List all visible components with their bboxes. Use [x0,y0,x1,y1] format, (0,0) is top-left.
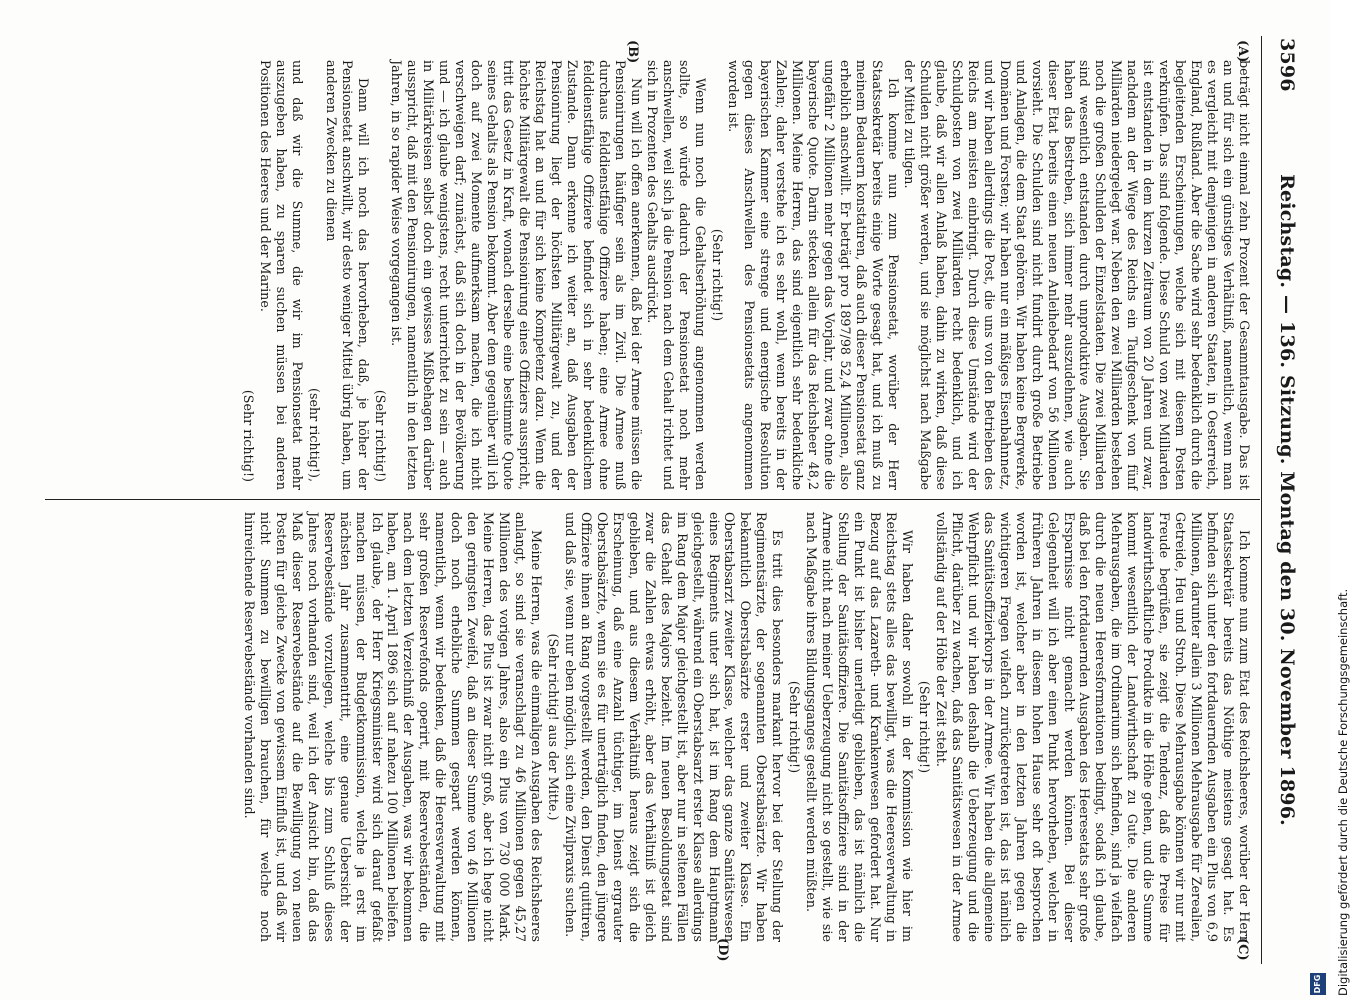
paragraph: Ich komme nun zum Etat des Reichsheeres, worüber der Herr Staatssekretär bereits das Nöthige meistens gesagt hat. Es befinden sich unter den fortdauernden Ausgaben ein Plus von 6,9 Millionen, darunter allein 3 Millionen Mehrausgabe für Zerealien, Getreide, Heu und Stroh. Diese Mehrausgabe können wir nur mit Freude begrüßen, sie zeigt die Tendenz, daß die Preise für landwirthschaftliche Produkte in die Höhe gehen, und die Summe kommt wesentlich der Landwirthschaft zu Gute. Die anderen Mehrausgaben, die im Ordinarium sich befinden, sind ja vielfach durch die neuen Heeresformationen bedingt, sodaß ich glaube, daß bei den fortdauernden Ausgaben des Heeresetats sehr große Ersparnisse nicht gemacht werden können. Bei dieser Gelegenheit will ich aber einen Punkt hervorheben, welcher in früheren Jahren in diesem hohen Hause sehr oft besprochen worden ist, welcher aber in den letzten Jahren gegen die wichtigeren Fragen vielfach zurückgetreten ist, das ist nämlich das Sanitätsoffizierkorps in der Armee. Wir haben die allgemeine Wehrpflicht und wir haben deshalb die Ueberzeugung und die Pflicht, darüber zu wachen, daß das Sanitätswesen in der Armee vollständig auf der Höhe der Zeit steht. [933,512,1252,942]
margin-marker-a: (A) [1235,40,1250,63]
margin-marker-b: (B) [625,40,640,64]
page-number: 3596 [1276,38,1298,92]
paragraph: und daß wir die Summe, die wir im Pensionsetat mehr auszugeben haben, zu sparen suchen müssen bei anderen Positionen des Heeres und der Marine. [257,60,305,490]
interjection: (Sehr richtig! aus der Mitte.) [546,633,562,821]
paragraph: Es tritt dies besonders markant hervor bei der Stellung der Regimentsärzte, der sogenannten Oberstabsärzte. Wir haben bekanntlich Oberstabsärzte erster und zweiter Klasse. Ein Oberstabsarzt zweiter Klasse, welcher das ganze Sanitätswesen eines Regiments unter sich hat, ist im Rang dem Hauptmann gleichgestellt, während ein Oberstabsarzt erster Klasse allerdings im Rang dem Major gleichgestellt ist, aber nur in seltenen Fällen das Gehalt des Majors bezieht. Im neuen Besoldungsetat sind zwar die Zahlen etwas erhöht, aber das Verhältniß ist gleich geblieben, und aus diesem Verhältniß heraus zeigt sich die Erscheinung, daß eine Anzahl tüchtiger, im Dienst ergrauter Oberstabsärzte, wenn sie es für unerträglich finden, den jüngere Offiziere ihnen an Rang vorgestellt werden, den Dienst quittiren, und daß sie, wenn nur eben möglich, sich eine Zivilpraxis suchen. [562,512,786,942]
interjection: (sehr richtig!), [306,388,322,482]
paragraph: beträgt nicht einmal zehn Prozent der Gesammtausgabe. Das ist an und für sich ein günstiges Verhältniß, namentlich, wenn man es vergleicht mit demjenigen in anderen Staaten, in Oesterreich, England, Rußland. Aber die Sache wird sehr bedenklich durch die begleitenden Erscheinungen, welche sich mit diesem Posten verknüpfen. Das sind folgende. Diese Schuld von zwei Milliarden ist entstanden in dem kurzen Zeitraum von 20 Jahren und zwar, nachdem an der Wiege des Reichs ein Taufgeschenk von fünf Milliarden niedergelegt war. Neben den zwei Milliarden bestehen noch die großen Schulden der Einzelstaaten. Die zwei Milliarden sind wesentlich entstanden durch unproduktive Ausgaben. Sie haben das Bestreben, sich immer mehr auszudehnen, wie auch dieser Etat bereits einen neuen Anleihebedarf von 56 Millionen vorsieht. Die Schulden sind nicht fundirt durch große Betriebe und Anlagen, die dem Staat gehören. Wir haben keine Bergwerke, Domänen und Forsten; wir haben nur ein mäßiges Eisenbahnnetz, und wir haben allerdings die Post, die uns von den Betrieben des Reichs am meisten einbringt. Durch diese Umstände wird der Schuldposten von zwei Milliarden recht bedenklich, und ich glaube, daß wir allen Anlaß haben, dahin zu wirken, daß diese Schulden nicht größer werden, und sie möglichst nach Maßgabe der Mittel zu tilgen. [901,60,1252,490]
paragraph: Nun will ich offen anerkennen, daß bei der Armee müssen die Pensionirungen häufiger sein als im Zivil. Die Armee muß durchaus felddienstfähige Offiziere haben; eine Armee ohne felddienstfähige Offiziere befindet sich in sehr bedenklichem Zustande. Dann erkenne ich weiter an, daß Ausgaben der Pensionirung liegt der höchsten Militärgewalt zu, und der Reichstag hat an und für sich keine Kompetenz dazu. Wenn die höchste Militärgewalt die Pensionirung eines Offiziers ausspricht, tritt das Gesetz in Kraft, wonach derselbe eine bestimmte Quote seines Gehalts als Pension bekommt. Aber dem gegenüber will ich doch auf zwei Momente aufmerksam machen, die ich nicht verschweigen darf; zunächst, daß sich doch in der Bevölkerung und — ich glaube wenigstens, recht unterrichtet zu sein — auch in Militärkreisen selbst doch ein gewisses Mißbehagen darüber ausspricht, daß mit den Pensionirungen, namentlich in den letzten Jahren, in so rapider Weise vorgegangen ist. [389,60,644,490]
paragraph: Dann will ich noch das hervorheben, daß, je höher der Pensionsetat anschwillt, wir desto weniger Mittel übrig haben, um anderen Zwecken zu dienen [323,60,371,490]
interjection: (Sehr richtig!) [372,389,388,482]
dfg-logo: DFG [1310,973,1326,995]
interjection: (Sehr richtig!) [240,389,256,482]
paragraph: Meine Herren, was die einmaligen Ausgaben des Reichsheeres anlangt, so sind sie veranschlagt zu 46 Millionen gegen 45,27 Millionen des vorigen Jahres, also ein Plus von 730 000 Mark. Meine Herren, das Plus ist zwar nicht groß, aber ich hege nicht den geringsten Zweifel, daß an dieser Summe von 46 Millionen doch noch erhebliche Summen gespart werden können, namentlich, wenn wir bedenken, daß die Heeresverwaltung mit sehr großen Reservefonds operirt, mit Reservebeständen, die nach dem letzten Verzeichniß der Ausgaben, was wir bekommen haben, am 1. April 1896 sich auf nahezu 100 Millionen beliefen. Ich glaube, der Herr Kriegsminister wird sich darauf gefaßt machen müssen, der Budgetkommission, welche ja erst im nächsten Jahr zusammentritt, eine genaue Uebersicht der Reservebestände vorzulegen, welche bis zum Schluß dieses Jahres noch vorhanden sind, weil ich der Ansicht bin, daß das Maß dieser Reservebestände auf die Bewilligung von neuen Posten für gleiche Zwecke von gewissem Einfluß ist, und daß wir nicht Summen zu bewilligen brauchen, für welche noch hinreichende Reservebestände vorhanden sind. [241,512,545,942]
interjection: (Sehr richtig!) [709,228,725,322]
paragraph: Wir haben daher sowohl in der Kommission wie hier im Reichstag stets alles das bewilligt, was die Heeresverwaltung in Bezug auf das Lazareth- und Krankenwesen gefordert hat. Nur ein Punkt ist bisher unerledigt geblieben, das ist nämlich die Stellung der Sanitätsoffiziere. Die Sanitätsoffiziere sind in der Armee nicht nach meiner Ueberzeugung nicht so gestellt, wie sie nach Maßgabe ihres Bildungsganges gestellt werden müßten. [804,512,915,942]
page-title: Reichstag. — 136. Sitzung. Montag den 30. November 1896. [1276,174,1298,826]
header-rule [1261,36,1262,964]
page-header [1268,38,1302,962]
right-text-column [241,512,1252,942]
left-text-column [239,60,1252,490]
paragraph: Wenn nun noch die Gehaltserhöhung angenommen werden sollte, so würde dadurch der Pensionsetat noch mehr anschwellen, weil sich ja die Pension nach dem Gehalt richtet und sich in Prozenten des Gehalts ausdrückt. [644,60,708,490]
column-divider [45,499,1260,500]
margin-marker-c: (C) [1235,938,1250,961]
interjection: (Sehr richtig!) [787,680,803,774]
interjection: (Sehr richtig!) [916,680,932,774]
digitization-credit: Digitalisierung gefördert durch die Deutsche Forschungsgemeinschaft. [1336,588,1350,996]
paragraph: Ich komme nun zum Pensionsetat, worüber der Herr Staatssekretär bereits einige Worte gesagt hat, und ich muß zu meinem Bedauern konstatiren, daß auch dieser Pensionsetat ganz erheblich anschwillt. Er beträgt pro 1897/98 52,4 Millionen, also ungefähr 2 Millionen mehr gegen das Vorjahr, und zwar ohne die bayerische Quote. Darin stecken allein für das Reichsheer 48,2 Millionen. Meine Herren, das sind eigentlich sehr bedenkliche Zahlen; daher verstehe ich es sehr wohl, wenn bereits in der bayerischen Kammer eine strenge und energische Resolution gegen dieses Anschwellen des Pensionsetats angenommen worden ist. [726,60,902,490]
margin-marker-d: (D) [715,938,730,962]
